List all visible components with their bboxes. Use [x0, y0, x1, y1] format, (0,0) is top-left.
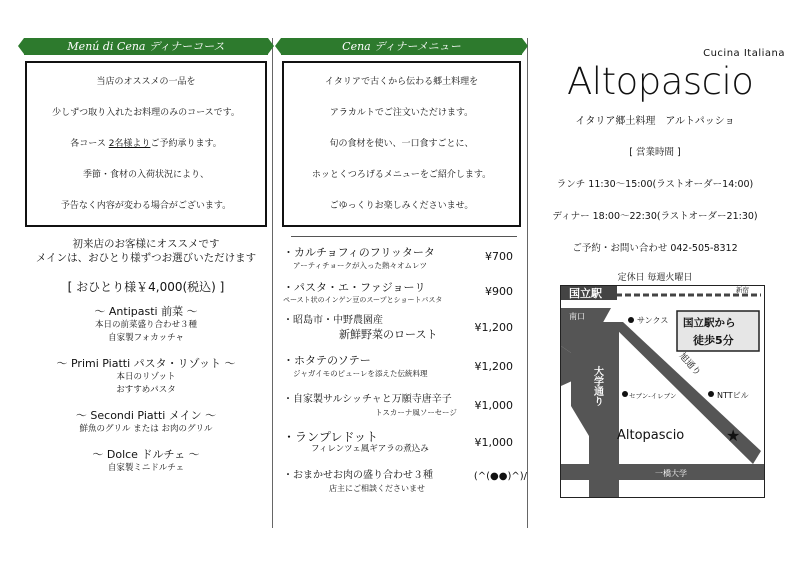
dinner-intro-box: [282, 61, 521, 227]
course-item: 本日のリゾット: [116, 372, 176, 382]
lunch-hours: ランチ 11:30～15:00(ラストオーダー14:00): [556, 179, 754, 190]
dish-price: (^(●●)^)/: [473, 471, 527, 482]
dish-price: ¥900: [485, 285, 513, 298]
course-section: [22, 409, 270, 436]
menu-divider: [291, 236, 517, 237]
course-price: [ おひとり様￥4,000(税込) ]: [67, 280, 225, 294]
dish-desc: トスカーナ風ソーセージ: [375, 408, 457, 417]
course-title: ～ Secondi Piatti メイン ～: [75, 409, 217, 422]
dish-name-line2: 新鮮野菜のロースト: [339, 328, 438, 341]
dish-name: ・昭島市・中野農園産: [283, 315, 383, 326]
dish-price: ¥700: [485, 250, 513, 263]
intro-line: ごゆっくりお楽しみくださいませ。: [329, 200, 474, 211]
walk-line1: 国立駅から: [683, 317, 736, 329]
shinjuku-label: 新宿: [736, 286, 749, 294]
intro-line: イタリアで古くから伝わる郷土料理を: [324, 77, 479, 88]
sunkus-label: サンクス: [637, 316, 669, 325]
course-item: 本日の前菜盛り合わせ３種: [94, 320, 197, 330]
intro-line: アラカルトでご注文いただけます。: [329, 108, 474, 119]
course-title: ～ Primi Piatti パスタ・リゾット ～: [56, 357, 236, 370]
a-la-carte-column: [279, 38, 527, 544]
column-divider: [272, 38, 273, 528]
dish-name: ・カルチョフィのフリッタータ: [283, 246, 435, 259]
menu-item: [283, 354, 523, 379]
menu-item: [283, 281, 523, 306]
dish-name: ・自家製サルシッチャと万願寺唐辛子: [283, 394, 452, 405]
phone-number: ご予約・お問い合わせ 042-505-8312: [572, 243, 738, 254]
intro-line: 予告なく内容が変わる場合がございます。: [60, 200, 232, 211]
ntt-label: NTTビル: [717, 391, 749, 400]
course-section: [22, 448, 270, 475]
dish-price: ¥1,000: [474, 399, 513, 412]
course-intro-box: [25, 61, 267, 227]
intro-line: ホッとくつろげるメニューをご紹介します。: [311, 169, 492, 180]
min-people: 2名様より: [108, 138, 151, 149]
course-section: [22, 305, 270, 345]
course-menu-column: [22, 38, 270, 475]
brand-subtitle: Cucina Italiana: [703, 48, 785, 59]
course-title: ～ Antipasti 前菜 ～: [94, 305, 198, 318]
course-menu-ribbon: Menú di Cena ディナーコース: [24, 38, 268, 55]
shop-logo: Altopascio: [567, 60, 754, 103]
menu-item: [283, 393, 523, 418]
dish-name: ・おまかせお肉の盛り合わせ３種: [283, 470, 433, 481]
dish-price: ¥1,200: [474, 321, 513, 334]
shop-map-label: Altopascio: [617, 428, 685, 443]
shop-info-column: [535, 38, 785, 528]
course-section: [22, 357, 270, 397]
station-name: 国立駅: [569, 287, 602, 300]
shop-tagline: イタリア郷土料理 アルトパッショ: [575, 116, 735, 127]
dish-name: ・ランプレドット: [283, 430, 379, 444]
intro-line: 季節・食材の入荷状況により、: [82, 169, 209, 180]
asahi-label: 旭通り: [676, 351, 703, 379]
hours-title: [ 営業時間 ]: [629, 147, 681, 158]
menu-item: [283, 246, 523, 271]
dish-name: ・ホタテのソテー: [283, 354, 371, 367]
course-item: 鮮魚のグリル または お肉のグリル: [79, 424, 213, 434]
walk-line2: 徒歩5分: [693, 334, 734, 347]
intro-line: 少しずつ取り入れたお料理のみのコースです。: [52, 108, 240, 119]
dinner-menu-ribbon: Cena ディナーメニュー: [281, 38, 522, 55]
holiday-note: 定休日 毎週火曜日: [617, 273, 693, 283]
dish-price: ¥1,000: [474, 436, 513, 449]
dish-desc: フィレンツェ風ギアラの煮込み: [311, 444, 429, 454]
column-divider: [527, 38, 528, 528]
star-icon: ★: [726, 426, 741, 445]
dish-name: ・パスタ・エ・ファジョーリ: [283, 281, 426, 294]
menu-item: [283, 314, 523, 342]
map-graphic: [561, 286, 765, 498]
south-exit-label: 南口: [569, 312, 585, 321]
sunkus-marker: [628, 317, 634, 323]
dish-desc: 店主にご相談くださいませ: [329, 484, 425, 493]
course-title: ～ Dolce ドルチェ ～: [92, 448, 200, 461]
univ-label: 一橋大学: [655, 469, 687, 478]
daigaku-label: 大学通り: [591, 366, 603, 406]
seven-marker: [622, 391, 628, 397]
dish-desc: ジャガイモのピューレを添えた伝統料理: [293, 369, 428, 378]
access-map: [560, 285, 765, 498]
menu-item: [283, 469, 527, 494]
course-note: 初来店のお客様にオススメです メインは、おひとり様ずつお選びいただけます: [35, 238, 257, 264]
dish-price: ¥1,200: [474, 360, 513, 373]
dish-desc: アーティチョークが入った熱々オムレツ: [293, 261, 427, 270]
intro-line: 各コース 2名様よりご予約承ります。: [70, 138, 222, 149]
course-item: 自家製フォカッチャ: [108, 333, 184, 343]
dinner-hours: ディナー 18:00～22:30(ラストオーダー21:30): [552, 211, 758, 222]
intro-line: 旬の食材を使い、一口食すごとに、: [329, 138, 474, 149]
course-item: おすすめパスタ: [116, 385, 176, 395]
intro-line: 当店のオススメの一品を: [96, 77, 196, 88]
seven-label: セブン-イレブン: [629, 392, 677, 400]
ntt-marker: [708, 391, 714, 397]
course-item: 自家製ミニドルチェ: [107, 463, 185, 473]
dish-desc: ペースト状のインゲン豆のスープとショートパスタ: [283, 296, 443, 304]
menu-item: [283, 430, 523, 455]
